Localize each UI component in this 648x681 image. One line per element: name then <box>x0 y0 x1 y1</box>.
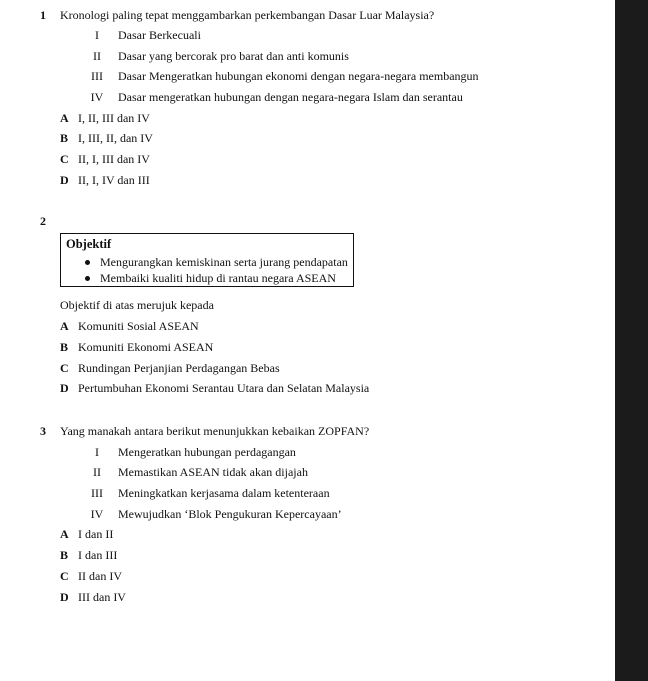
option-letter: C <box>60 361 69 375</box>
option-letter: A <box>60 111 69 125</box>
option-text[interactable]: II, I, III dan IV <box>78 152 150 166</box>
statement-numeral: I <box>95 28 99 42</box>
option-letter: D <box>60 173 69 187</box>
bullet-text: Mengurangkan kemiskinan serta jurang pendapatan <box>100 255 348 269</box>
statement-text: Dasar yang bercorak pro barat dan anti komunis <box>118 49 349 63</box>
statement-numeral: IV <box>90 507 104 521</box>
option-letter: A <box>60 319 69 333</box>
objective-box <box>60 233 354 287</box>
statement-numeral: I <box>95 445 99 459</box>
option-letter: B <box>60 548 69 562</box>
bullet-icon <box>85 260 90 265</box>
statement-numeral: III <box>91 486 103 500</box>
statement-numeral: IV <box>90 90 104 104</box>
option-letter: A <box>60 527 69 541</box>
statement-text: Meningkatkan kerjasama dalam ketenteraan <box>118 486 330 500</box>
question-stem: Yang manakah antara berikut menunjukkan kebaikan ZOPFAN? <box>60 424 370 438</box>
option-text[interactable]: Pertumbuhan Ekonomi Serantau Utara dan Selatan Malaysia <box>78 381 370 395</box>
option-letter: C <box>60 152 69 166</box>
option-text[interactable]: Komuniti Ekonomi ASEAN <box>78 340 214 354</box>
question-stem: Objektif di atas merujuk kepada <box>60 298 214 312</box>
option-text[interactable]: Rundingan Perjanjian Perdagangan Bebas <box>78 361 280 375</box>
option-text[interactable]: II dan IV <box>78 569 122 583</box>
question-number: 2 <box>40 214 46 228</box>
statement-numeral: II <box>93 49 101 63</box>
question-number: 3 <box>40 424 46 438</box>
statement-numeral: II <box>93 465 101 479</box>
option-text[interactable]: III dan IV <box>78 590 126 604</box>
option-letter: D <box>60 590 69 604</box>
option-text[interactable]: II, I, IV dan III <box>78 173 150 187</box>
statement-text: Dasar Mengeratkan hubungan ekonomi dengan negara-negara membangun <box>118 69 479 83</box>
question-number: 1 <box>40 8 46 22</box>
option-text[interactable]: I dan III <box>78 548 118 562</box>
statement-numeral: III <box>91 69 103 83</box>
option-letter: D <box>60 381 69 395</box>
option-text[interactable]: I, II, III dan IV <box>78 111 150 125</box>
statement-text: Mewujudkan ‘Blok Pengukuran Kepercayaan’ <box>118 507 342 521</box>
option-text[interactable]: I, III, II, dan IV <box>78 131 153 145</box>
objective-title: Objektif <box>66 237 112 251</box>
option-letter: B <box>60 131 69 145</box>
option-text[interactable]: I dan II <box>78 527 114 541</box>
statement-text: Dasar mengeratkan hubungan dengan negara-negara Islam dan serantau <box>118 90 463 104</box>
statement-text: Memastikan ASEAN tidak akan dijajah <box>118 465 308 479</box>
option-letter: B <box>60 340 69 354</box>
statement-text: Dasar Berkecuali <box>118 28 201 42</box>
question-stem: Kronologi paling tepat menggambarkan perkembangan Dasar Luar Malaysia? <box>60 8 435 22</box>
bullet-text: Membaiki kualiti hidup di rantau negara ASEAN <box>100 271 336 285</box>
bullet-icon <box>85 276 90 281</box>
option-text[interactable]: Komuniti Sosial ASEAN <box>78 319 199 333</box>
statement-text: Mengeratkan hubungan perdagangan <box>118 445 296 459</box>
option-letter: C <box>60 569 69 583</box>
side-dark-strip <box>615 0 648 681</box>
